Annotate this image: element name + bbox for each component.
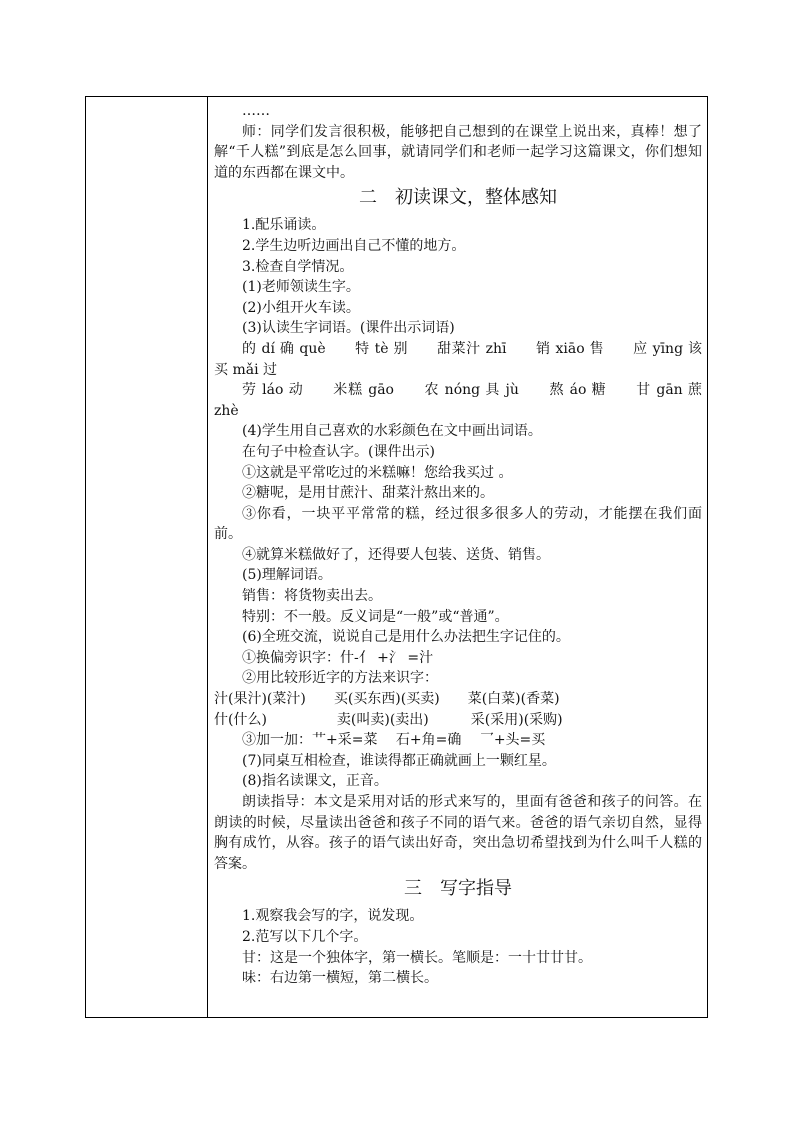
definition-item: 特别：不一般。反义词是“一般”或“普通”。 — [242, 608, 509, 625]
sentence-item: ③你看，一块平平常常的糕，经过很多很多人的劳动，才能摆在我们面前。 — [214, 505, 702, 543]
writing-note: 甘：这是一个独体字，第一横长。笔顺是：一十廿廿甘。 — [242, 949, 592, 966]
list-item: 在句子中检查认字。(课件出示) — [242, 443, 435, 460]
method-item: ③加一加：艹+采=菜 石+角=确 乛+头=买 — [242, 732, 546, 749]
section-heading-2: 二 初读课文，整体感知 — [359, 187, 557, 209]
sentence-item: ④就算米糕做好了，还得要人包装、送货、销售。 — [242, 546, 550, 563]
lesson-table — [85, 96, 730, 1018]
list-item: 3.检查自学情况。 — [242, 258, 354, 275]
pinyin-word-list: 劳 láo 动 米糕 gāo 农 nóng 具 jù 熬 áo 糖 甘 gān 蔗 zhè — [214, 382, 707, 419]
pinyin-word-list: 的 dí 确 què 特 tè 别 甜菜汁 zhī 销 xiāo 售 应 yīng 该 买 mǎi 过 — [214, 340, 730, 378]
section-heading-3: 三 写字指导 — [404, 878, 512, 900]
list-item: (3)认读生字词语。(课件出示词语) — [242, 320, 455, 337]
list-item: (4)学生用自己喜欢的水彩颜色在文中画出词语。 — [242, 423, 542, 440]
lesson-content — [214, 101, 730, 989]
teacher-intro-paragraph: 师：同学们发言很积极，能够把自己想到的在课堂上说出来，真棒！想了解“千人糕”到底是怎么回事，就请同学们和老师一起学习这篇课文，你们想知道的东西都在课文中。 — [214, 123, 702, 181]
list-item: (7)同桌互相检查，谁读得都正确就画上一颗红星。 — [242, 752, 556, 769]
compare-row: 什(什么) 卖(叫卖)(卖出) 采(采用)(采购) — [214, 711, 563, 728]
writing-note: 味：右边第一横短，第二横长。 — [242, 970, 438, 987]
list-item: (2)小组开火车读。 — [242, 299, 360, 316]
method-item: ②用比较形近字的方法来识字： — [242, 670, 438, 687]
list-item: 1.配乐诵读。 — [242, 217, 326, 234]
list-item: (8)指名读课文，正音。 — [242, 773, 388, 790]
list-item: 1.观察我会写的字，说发现。 — [242, 908, 424, 925]
sentence-item: ②糖呢，是用甘蔗汁、甜菜汁熬出来的。 — [242, 485, 494, 502]
reading-guidance-paragraph: 朗读指导：本文是采用对话的形式来写的，里面有爸爸和孩子的问答。在朗读的时候，尽量读出爸爸和孩子不同的语气来。爸爸的语气亲切自然，显得胸有成竹，从容。孩子的语气读出好奇，突出急切希望找到为什么叫千人糕的答案。 — [214, 794, 702, 872]
ellipsis-line: …… — [242, 103, 270, 119]
list-item: (6)全班交流，说说自己是用什么办法把生字记住的。 — [242, 629, 570, 646]
compare-row: 汁(果汁)(菜汁) 买(买东西)(买卖) 菜(白菜)(香菜) — [214, 691, 560, 708]
definition-item: 销售：将货物卖出去。 — [242, 588, 382, 605]
sentence-item: ①这就是平常吃过的米糕嘛！您给我买过 。 — [242, 464, 513, 481]
list-item: (1)老师领读生字。 — [242, 279, 360, 296]
column-divider — [207, 97, 208, 1017]
list-item: 2.学生边听边画出自己不懂的地方。 — [242, 237, 466, 254]
list-item: 2.范写以下几个字。 — [242, 928, 368, 945]
list-item: (5)理解词语。 — [242, 567, 332, 584]
method-item: ①换偏旁识字：什-亻 +氵 =汁 — [242, 649, 434, 666]
